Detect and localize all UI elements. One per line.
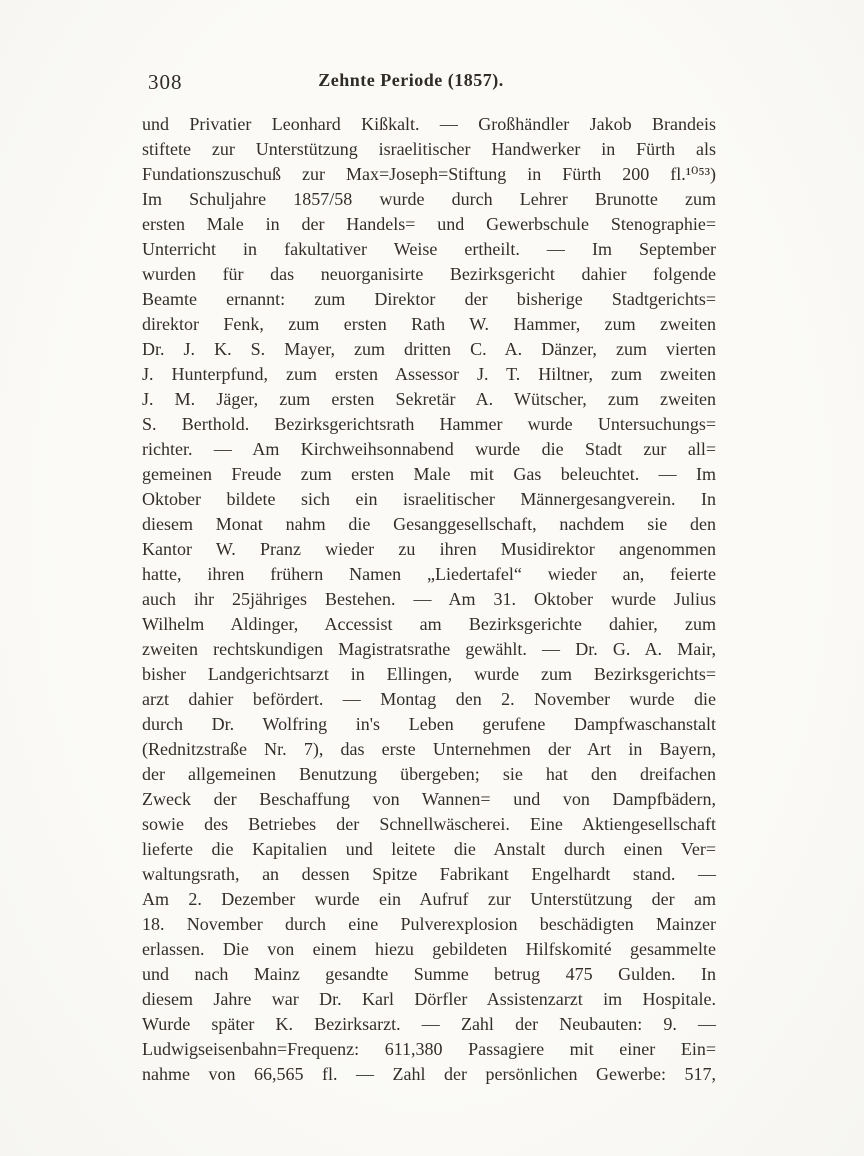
text-line: Dr. J. K. S. Mayer, zum dritten C. A. Dänzer, zum vierten bbox=[142, 339, 716, 359]
text-line: und Privatier Leonhard Kißkalt. — Großhändler Jakob Brandeis bbox=[142, 114, 716, 134]
text-line: diesem Monat nahm die Gesanggesellschaft, nachdem sie den bbox=[142, 514, 716, 534]
text-line: Kantor W. Pranz wieder zu ihren Musidirektor angenommen bbox=[142, 539, 716, 559]
text-line: Fundationszuschuß zur Max=Joseph=Stiftung in Fürth 200 fl.¹⁰⁵³) bbox=[142, 164, 716, 184]
text-line: und nach Mainz gesandte Summe betrug 475 Gulden. In bbox=[142, 964, 716, 984]
text-line: Im Schuljahre 1857/58 wurde durch Lehrer Brunotte zum bbox=[142, 189, 716, 209]
page-text-block bbox=[142, 112, 716, 1087]
text-line: Unterricht in fakultativer Weise ertheilt. — Im September bbox=[142, 239, 716, 259]
page-header bbox=[142, 70, 716, 98]
text-line: Beamte ernannt: zum Direktor der bisherige Stadtgerichts= bbox=[142, 289, 716, 309]
text-line: ersten Male in der Handels= und Gewerbschule Stenographie= bbox=[142, 214, 716, 234]
text-line: Zweck der Beschaffung von Wannen= und von Dampfbädern, bbox=[142, 789, 716, 809]
text-line: Wilhelm Aldinger, Accessist am Bezirksgerichte dahier, zum bbox=[142, 614, 716, 634]
text-line: Oktober bildete sich ein israelitischer Männergesangverein. In bbox=[142, 489, 716, 509]
text-line: J. Hunterpfund, zum ersten Assessor J. T. Hiltner, zum zweiten bbox=[142, 364, 716, 384]
text-line: zweiten rechtskundigen Magistratsrathe gewählt. — Dr. G. A. Mair, bbox=[142, 639, 716, 659]
text-line: diesem Jahre war Dr. Karl Dörfler Assistenzarzt im Hospitale. bbox=[142, 989, 716, 1009]
text-line: durch Dr. Wolfring in's Leben gerufene Dampfwaschanstalt bbox=[142, 714, 716, 734]
running-title: Zehnte Periode (1857). bbox=[318, 70, 504, 90]
text-line: lieferte die Kapitalien und leitete die Anstalt durch einen Ver= bbox=[142, 839, 716, 859]
text-line: S. Berthold. Bezirksgerichtsrath Hammer wurde Untersuchungs= bbox=[142, 414, 716, 434]
text-line: hatte, ihren frühern Namen „Liedertafel“ wieder an, feierte bbox=[142, 564, 716, 584]
text-line: nahme von 66,565 fl. — Zahl der persönlichen Gewerbe: 517, bbox=[142, 1064, 716, 1084]
text-line: der allgemeinen Benutzung übergeben; sie hat den dreifachen bbox=[142, 764, 716, 784]
text-line: auch ihr 25jähriges Bestehen. — Am 31. Oktober wurde Julius bbox=[142, 589, 716, 609]
text-line: 18. November durch eine Pulverexplosion beschädigten Mainzer bbox=[142, 914, 716, 934]
text-line: wurden für das neuorganisirte Bezirksgericht dahier folgende bbox=[142, 264, 716, 284]
text-line: Am 2. Dezember wurde ein Aufruf zur Unterstützung der am bbox=[142, 889, 716, 909]
text-line: J. M. Jäger, zum ersten Sekretär A. Wütscher, zum zweiten bbox=[142, 389, 716, 409]
text-line: (Rednitzstraße Nr. 7), das erste Unternehmen der Art in Bayern, bbox=[142, 739, 716, 759]
text-line: erlassen. Die von einem hiezu gebildeten Hilfskomité gesammelte bbox=[142, 939, 716, 959]
text-line: Wurde später K. Bezirksarzt. — Zahl der Neubauten: 9. — bbox=[142, 1014, 716, 1034]
text-line: direktor Fenk, zum ersten Rath W. Hammer, zum zweiten bbox=[142, 314, 716, 334]
text-line: richter. — Am Kirchweihsonnabend wurde die Stadt zur all= bbox=[142, 439, 716, 459]
text-line: Ludwigseisenbahn=Frequenz: 611,380 Passagiere mit einer Ein= bbox=[142, 1039, 716, 1059]
text-line: arzt dahier befördert. — Montag den 2. November wurde die bbox=[142, 689, 716, 709]
text-line: gemeinen Freude zum ersten Male mit Gas beleuchtet. — Im bbox=[142, 464, 716, 484]
text-line: sowie des Betriebes der Schnellwäscherei. Eine Aktiengesellschaft bbox=[142, 814, 716, 834]
text-line: bisher Landgerichtsarzt in Ellingen, wurde zum Bezirksgerichts= bbox=[142, 664, 716, 684]
page-number: 308 bbox=[148, 70, 183, 94]
text-line: waltungsrath, an dessen Spitze Fabrikant Engelhardt stand. — bbox=[142, 864, 716, 884]
text-line: stiftete zur Unterstützung israelitischer Handwerker in Fürth als bbox=[142, 139, 716, 159]
